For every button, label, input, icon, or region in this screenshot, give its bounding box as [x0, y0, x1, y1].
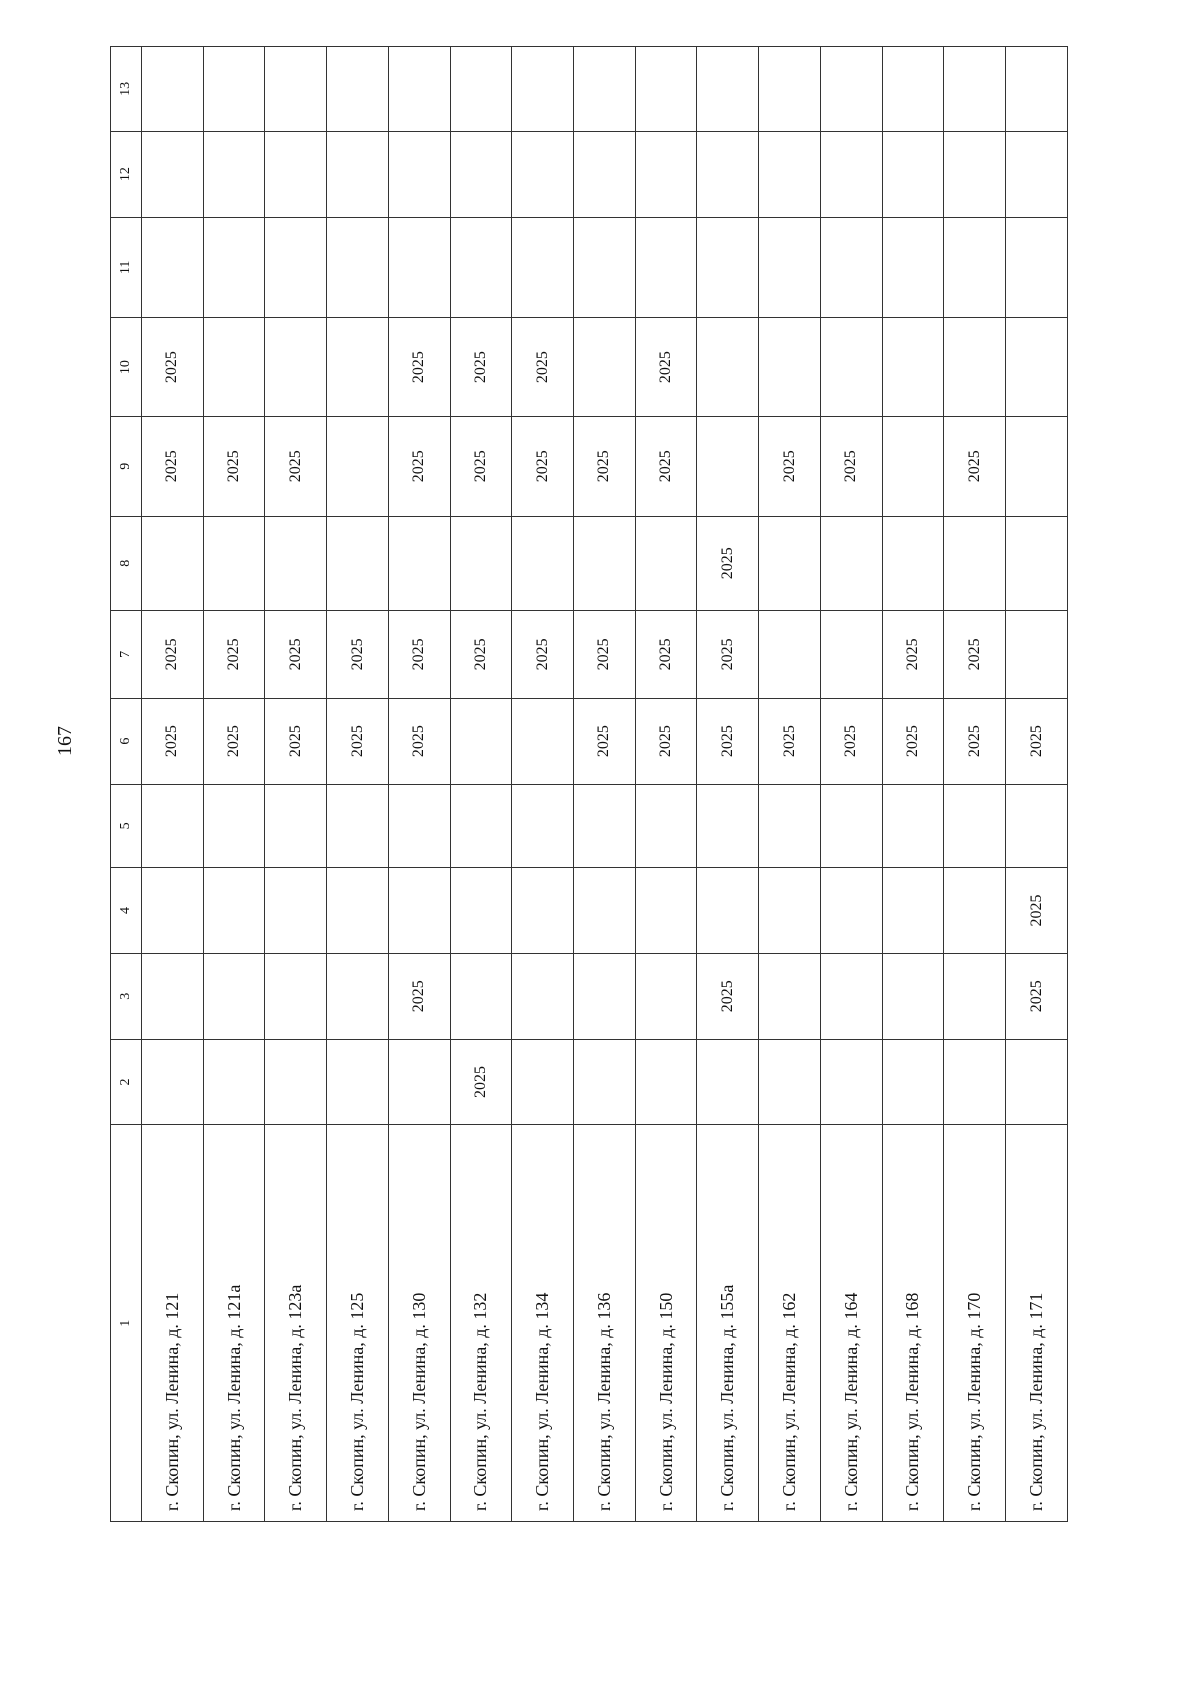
address-cell: г. Скопин, ул. Ленина, д. 134	[512, 1125, 574, 1522]
year-cell	[203, 47, 265, 132]
rotated-table-container	[110, 46, 1068, 1522]
year-cell	[450, 698, 512, 784]
address-cell: г. Скопин, ул. Ленина, д. 171	[1006, 1125, 1068, 1522]
year-cell	[1006, 784, 1068, 868]
year-cell	[512, 47, 574, 132]
year-cell	[697, 217, 759, 318]
column-header: 1	[111, 1125, 142, 1522]
year-cell: 2025	[944, 610, 1006, 698]
year-cell	[265, 1039, 327, 1125]
year-cell	[265, 784, 327, 868]
table-row	[327, 47, 389, 1522]
year-cell: 2025	[142, 610, 204, 698]
column-header: 7	[111, 610, 142, 698]
year-cell	[697, 1039, 759, 1125]
year-cell: 2025	[574, 416, 636, 516]
year-cell	[697, 318, 759, 417]
year-cell	[265, 953, 327, 1039]
year-cell: 2025	[697, 698, 759, 784]
year-cell: 2025	[388, 318, 450, 417]
year-cell: 2025	[1006, 698, 1068, 784]
table-row	[820, 47, 882, 1522]
year-cell	[450, 217, 512, 318]
year-cell	[1006, 131, 1068, 217]
column-header: 2	[111, 1039, 142, 1125]
year-cell	[512, 784, 574, 868]
year-cell: 2025	[512, 610, 574, 698]
year-cell	[820, 131, 882, 217]
year-cell	[203, 1039, 265, 1125]
year-cell: 2025	[512, 318, 574, 417]
year-cell	[203, 131, 265, 217]
year-cell	[759, 868, 821, 954]
year-cell: 2025	[388, 698, 450, 784]
year-cell	[450, 47, 512, 132]
year-cell	[882, 318, 944, 417]
table-row	[944, 47, 1006, 1522]
column-header: 3	[111, 953, 142, 1039]
year-cell	[820, 610, 882, 698]
address-cell: г. Скопин, ул. Ленина, д. 164	[820, 1125, 882, 1522]
year-cell	[512, 1039, 574, 1125]
year-cell: 2025	[944, 416, 1006, 516]
address-cell: г. Скопин, ул. Ленина, д. 121а	[203, 1125, 265, 1522]
year-cell	[142, 217, 204, 318]
table-row	[635, 47, 697, 1522]
year-cell	[944, 1039, 1006, 1125]
year-cell	[142, 131, 204, 217]
address-cell: г. Скопин, ул. Ленина, д. 136	[574, 1125, 636, 1522]
year-cell: 2025	[635, 610, 697, 698]
year-cell: 2025	[265, 610, 327, 698]
year-cell	[327, 516, 389, 610]
year-cell	[820, 516, 882, 610]
year-cell	[759, 318, 821, 417]
address-cell: г. Скопин, ул. Ленина, д. 130	[388, 1125, 450, 1522]
year-cell	[327, 784, 389, 868]
year-cell	[635, 47, 697, 132]
year-cell	[882, 953, 944, 1039]
year-cell	[697, 784, 759, 868]
year-cell	[327, 131, 389, 217]
address-cell: г. Скопин, ул. Ленина, д. 121	[142, 1125, 204, 1522]
year-cell	[1006, 1039, 1068, 1125]
table-row	[388, 47, 450, 1522]
year-cell	[327, 47, 389, 132]
year-cell	[203, 868, 265, 954]
year-cell	[450, 868, 512, 954]
year-cell	[635, 1039, 697, 1125]
year-cell	[203, 516, 265, 610]
year-cell	[759, 131, 821, 217]
year-cell	[327, 868, 389, 954]
year-cell	[388, 217, 450, 318]
year-cell	[635, 131, 697, 217]
address-cell: г. Скопин, ул. Ленина, д. 125	[327, 1125, 389, 1522]
year-cell	[388, 47, 450, 132]
year-cell	[697, 868, 759, 954]
year-cell	[944, 868, 1006, 954]
year-cell	[574, 868, 636, 954]
year-cell	[265, 217, 327, 318]
year-cell	[759, 217, 821, 318]
year-cell	[820, 47, 882, 132]
table-row	[265, 47, 327, 1522]
year-cell	[820, 784, 882, 868]
year-cell	[512, 868, 574, 954]
year-cell: 2025	[759, 698, 821, 784]
year-cell	[697, 47, 759, 132]
table-row	[142, 47, 204, 1522]
year-cell	[820, 1039, 882, 1125]
address-cell: г. Скопин, ул. Ленина, д. 155а	[697, 1125, 759, 1522]
year-cell	[388, 516, 450, 610]
year-cell: 2025	[1006, 953, 1068, 1039]
year-cell: 2025	[327, 610, 389, 698]
year-cell	[697, 131, 759, 217]
year-cell	[574, 516, 636, 610]
column-header: 4	[111, 868, 142, 954]
year-cell	[574, 217, 636, 318]
year-cell	[388, 868, 450, 954]
year-cell	[388, 784, 450, 868]
year-cell	[327, 318, 389, 417]
year-cell	[759, 1039, 821, 1125]
year-cell	[882, 416, 944, 516]
year-cell	[944, 516, 1006, 610]
year-cell	[635, 868, 697, 954]
year-cell	[944, 318, 1006, 417]
year-cell: 2025	[574, 698, 636, 784]
year-cell	[512, 516, 574, 610]
year-cell	[635, 953, 697, 1039]
year-cell	[1006, 516, 1068, 610]
year-cell	[882, 131, 944, 217]
year-cell	[882, 868, 944, 954]
address-cell: г. Скопин, ул. Ленина, д. 170	[944, 1125, 1006, 1522]
year-cell: 2025	[882, 610, 944, 698]
year-cell: 2025	[450, 416, 512, 516]
year-cell	[574, 953, 636, 1039]
year-cell: 2025	[327, 698, 389, 784]
year-cell: 2025	[759, 416, 821, 516]
column-header: 5	[111, 784, 142, 868]
year-cell	[265, 47, 327, 132]
year-cell	[697, 416, 759, 516]
year-cell	[327, 1039, 389, 1125]
year-cell	[1006, 610, 1068, 698]
year-cell	[512, 698, 574, 784]
year-cell	[635, 516, 697, 610]
year-cell: 2025	[820, 698, 882, 784]
year-cell: 2025	[882, 698, 944, 784]
year-cell	[1006, 47, 1068, 132]
year-cell	[759, 610, 821, 698]
table-body	[111, 47, 1068, 1522]
year-cell	[450, 131, 512, 217]
year-cell	[142, 516, 204, 610]
year-cell: 2025	[1006, 868, 1068, 954]
year-cell	[142, 953, 204, 1039]
year-cell: 2025	[203, 698, 265, 784]
table-row	[450, 47, 512, 1522]
year-cell	[265, 516, 327, 610]
year-cell	[574, 47, 636, 132]
year-cell: 2025	[388, 610, 450, 698]
year-cell	[944, 131, 1006, 217]
year-cell	[265, 131, 327, 217]
year-cell: 2025	[142, 698, 204, 784]
table-row	[574, 47, 636, 1522]
year-cell	[142, 868, 204, 954]
year-cell: 2025	[697, 610, 759, 698]
table-row	[697, 47, 759, 1522]
year-cell: 2025	[142, 416, 204, 516]
column-header: 13	[111, 47, 142, 132]
year-cell	[882, 784, 944, 868]
year-cell	[1006, 416, 1068, 516]
year-cell	[944, 217, 1006, 318]
table-row	[759, 47, 821, 1522]
table-row	[1006, 47, 1068, 1522]
year-cell: 2025	[512, 416, 574, 516]
year-cell: 2025	[450, 318, 512, 417]
year-cell: 2025	[203, 610, 265, 698]
year-cell	[759, 47, 821, 132]
address-cell: г. Скопин, ул. Ленина, д. 168	[882, 1125, 944, 1522]
header-row	[111, 47, 142, 1522]
column-header: 11	[111, 217, 142, 318]
address-cell: г. Скопин, ул. Ленина, д. 162	[759, 1125, 821, 1522]
year-cell	[882, 47, 944, 132]
year-cell: 2025	[574, 610, 636, 698]
column-header: 8	[111, 516, 142, 610]
year-cell	[882, 516, 944, 610]
year-cell	[142, 47, 204, 132]
year-cell: 2025	[265, 416, 327, 516]
year-cell	[882, 1039, 944, 1125]
year-cell	[327, 217, 389, 318]
column-header: 9	[111, 416, 142, 516]
year-cell: 2025	[697, 516, 759, 610]
year-cell	[512, 217, 574, 318]
year-cell: 2025	[265, 698, 327, 784]
year-cell: 2025	[388, 416, 450, 516]
year-cell: 2025	[820, 416, 882, 516]
page-number: 167	[54, 726, 76, 756]
year-cell	[1006, 318, 1068, 417]
year-cell	[203, 784, 265, 868]
year-cell: 2025	[944, 698, 1006, 784]
table-row	[882, 47, 944, 1522]
year-cell	[635, 784, 697, 868]
year-cell	[203, 953, 265, 1039]
year-cell	[574, 784, 636, 868]
address-cell: г. Скопин, ул. Ленина, д. 132	[450, 1125, 512, 1522]
year-cell	[512, 131, 574, 217]
column-header: 10	[111, 318, 142, 417]
year-cell	[820, 318, 882, 417]
year-cell	[142, 784, 204, 868]
year-cell	[820, 217, 882, 318]
year-cell	[574, 1039, 636, 1125]
year-cell	[759, 953, 821, 1039]
table-row	[203, 47, 265, 1522]
year-cell	[203, 217, 265, 318]
year-cell: 2025	[142, 318, 204, 417]
year-cell: 2025	[635, 416, 697, 516]
year-cell	[944, 953, 1006, 1039]
year-cell	[574, 318, 636, 417]
year-cell	[759, 516, 821, 610]
year-cell	[388, 131, 450, 217]
year-cell	[512, 953, 574, 1039]
year-cell	[820, 868, 882, 954]
year-cell	[944, 47, 1006, 132]
year-cell: 2025	[450, 1039, 512, 1125]
column-header: 6	[111, 698, 142, 784]
year-cell	[142, 1039, 204, 1125]
year-cell	[203, 318, 265, 417]
year-cell	[944, 784, 1006, 868]
year-cell	[574, 131, 636, 217]
address-cell: г. Скопин, ул. Ленина, д. 123а	[265, 1125, 327, 1522]
year-cell	[327, 416, 389, 516]
column-header: 12	[111, 131, 142, 217]
year-cell: 2025	[635, 318, 697, 417]
year-cell: 2025	[697, 953, 759, 1039]
address-cell: г. Скопин, ул. Ленина, д. 150	[635, 1125, 697, 1522]
year-cell	[1006, 217, 1068, 318]
year-cell: 2025	[635, 698, 697, 784]
year-cell	[820, 953, 882, 1039]
year-cell	[759, 784, 821, 868]
year-cell	[450, 516, 512, 610]
year-cell	[882, 217, 944, 318]
year-cell: 2025	[388, 953, 450, 1039]
year-cell	[265, 868, 327, 954]
year-cell: 2025	[450, 610, 512, 698]
year-cell	[450, 784, 512, 868]
year-cell	[265, 318, 327, 417]
year-cell	[450, 953, 512, 1039]
year-cell: 2025	[203, 416, 265, 516]
table-row	[512, 47, 574, 1522]
year-cell	[635, 217, 697, 318]
year-cell	[388, 1039, 450, 1125]
schedule-table	[110, 46, 1068, 1522]
year-cell	[327, 953, 389, 1039]
